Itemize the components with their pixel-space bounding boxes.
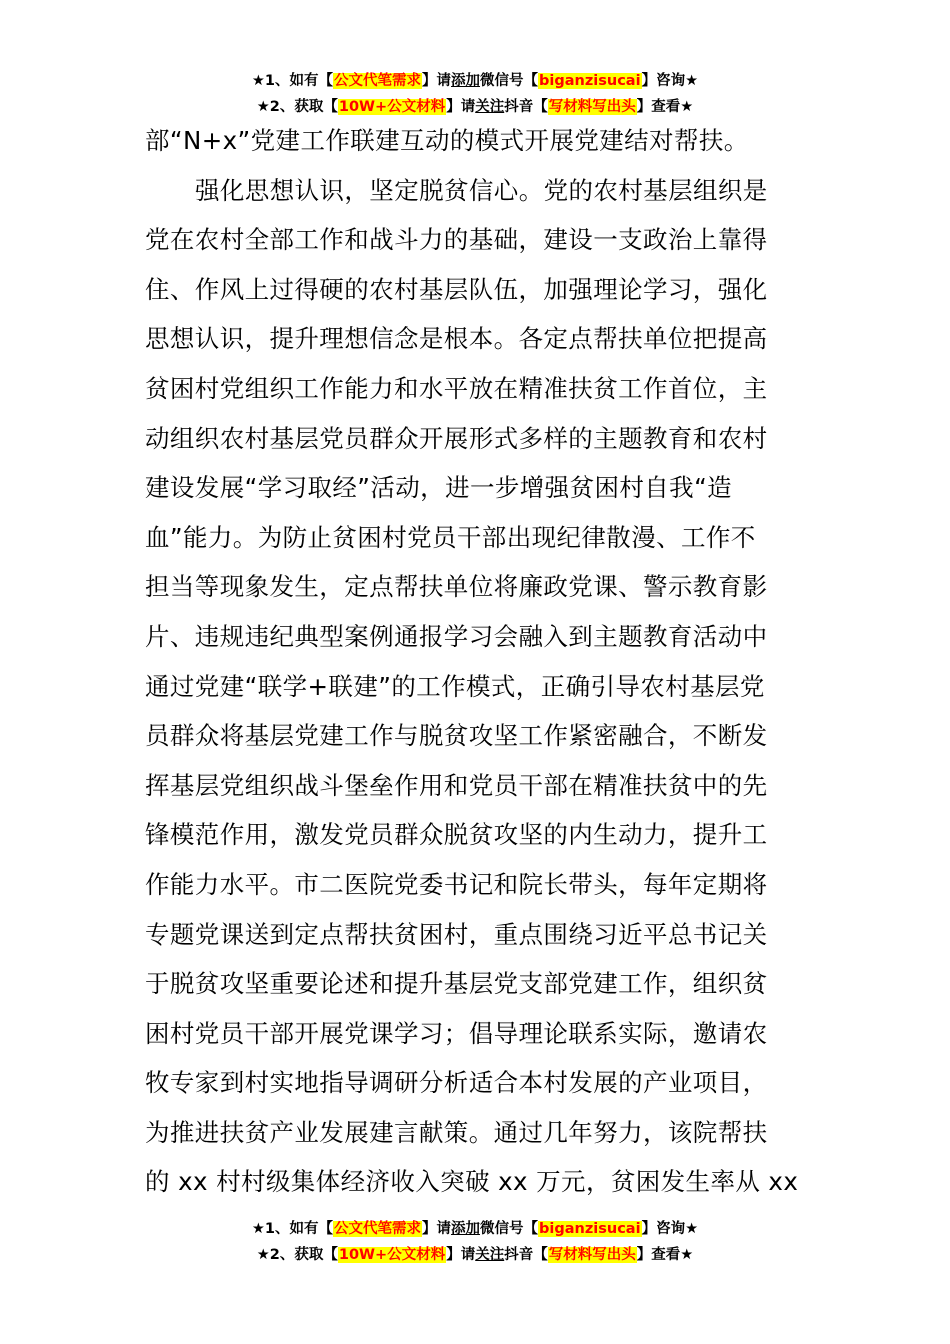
banner-text: ★1、如有【 bbox=[251, 1221, 334, 1237]
banner-text: ★2、获取【 bbox=[256, 1247, 338, 1263]
body-line: 牧专家到村实地指导调研分析适合本村发展的产业项目， bbox=[145, 1068, 768, 1098]
banner-underline: 添加 bbox=[451, 1221, 481, 1237]
body-line: 部“N+x”党建工作联建互动的模式开展党建结对帮扶。 bbox=[145, 126, 749, 155]
body-line: 党在农村全部工作和战斗力的基础，建设一支政治上靠得 bbox=[145, 225, 768, 255]
banner-text: 】查看★ bbox=[636, 1247, 694, 1263]
banner-text: ★2、获取【 bbox=[256, 99, 338, 115]
body-line: 员群众将基层党建工作与脱贫攻坚工作紧密融合，不断发 bbox=[145, 721, 768, 751]
body-line: 通过党建“联学+联建”的工作模式，正确引导农村基层党 bbox=[145, 671, 765, 701]
banner-text: 微信号【 bbox=[480, 1221, 539, 1237]
banner-highlight: 公文代笔需求 bbox=[334, 73, 422, 89]
banner-line-2 bbox=[0, 1242, 950, 1268]
body-line: 于脱贫攻坚重要论述和提升基层党支部党建工作，组织贫 bbox=[145, 969, 768, 999]
body-line: 思想认识，提升理想信念是根本。各定点帮扶单位把提高 bbox=[145, 324, 768, 354]
body-line: 贫困村党组织工作能力和水平放在精准扶贫工作首位，主 bbox=[145, 373, 768, 403]
banner-highlight: biganzisucai bbox=[539, 73, 641, 89]
banner-text: 】咨询★ bbox=[641, 73, 699, 89]
banner-text: 】查看★ bbox=[636, 99, 694, 115]
banner-text: 】请 bbox=[422, 73, 452, 89]
paragraph-start-line: 强化思想认识，坚定脱贫信心。党的农村基层组织是 bbox=[195, 175, 768, 205]
banner-underline: 关注 bbox=[475, 99, 505, 115]
footer-banner bbox=[0, 1216, 950, 1268]
body-line: 专题党课送到定点帮扶贫困村，重点围绕习近平总书记关 bbox=[145, 919, 768, 949]
body-line: 作能力水平。市二医院党委书记和院长带头，每年定期将 bbox=[145, 869, 768, 899]
banner-highlight: 10W+公文材料 bbox=[338, 99, 446, 115]
header-banner bbox=[0, 68, 950, 120]
banner-text: 微信号【 bbox=[480, 73, 539, 89]
banner-text: 】请 bbox=[446, 1247, 476, 1263]
banner-line-1 bbox=[0, 68, 950, 94]
body-line: 困村党员干部开展党课学习；倡导理论联系实际，邀请农 bbox=[145, 1018, 768, 1048]
body-line: 担当等现象发生，定点帮扶单位将廉政党课、警示教育影 bbox=[145, 572, 768, 602]
banner-text: ★1、如有【 bbox=[251, 73, 334, 89]
body-line: 动组织农村基层党员群众开展形式多样的主题教育和农村 bbox=[145, 423, 768, 453]
banner-text: 】咨询★ bbox=[641, 1221, 699, 1237]
banner-text: 】请 bbox=[446, 99, 476, 115]
banner-highlight: 写材料写出头 bbox=[548, 1247, 636, 1263]
document-body bbox=[145, 116, 809, 1207]
body-line: 片、违规违纪典型案例通报学习会融入到主题教育活动中 bbox=[145, 621, 768, 651]
banner-text: 】请 bbox=[422, 1221, 452, 1237]
banner-underline: 添加 bbox=[451, 73, 481, 89]
body-line: 血”能力。为防止贫困村党员干部出现纪律散漫、工作不 bbox=[145, 522, 756, 552]
banner-text: 抖音【 bbox=[504, 99, 548, 115]
banner-line-1 bbox=[0, 1216, 950, 1242]
body-line: 住、作风上过得硬的农村基层队伍，加强理论学习，强化 bbox=[145, 274, 768, 304]
banner-highlight: 10W+公文材料 bbox=[338, 1247, 446, 1263]
banner-text: 抖音【 bbox=[504, 1247, 548, 1263]
body-line: 锋模范作用，激发党员群众脱贫攻坚的内生动力，提升工 bbox=[145, 820, 768, 850]
banner-highlight: biganzisucai bbox=[539, 1221, 641, 1237]
body-line: 的 xx 村村级集体经济收入突破 xx 万元，贫困发生率从 xx bbox=[145, 1167, 799, 1197]
body-line: 建设发展“学习取经”活动，进一步增强贫困村自我“造 bbox=[145, 473, 733, 503]
body-line: 为推进扶贫产业发展建言献策。通过几年努力，该院帮扶 bbox=[145, 1117, 768, 1147]
body-line: 挥基层党组织战斗堡垒作用和党员干部在精准扶贫中的先 bbox=[145, 770, 768, 800]
banner-highlight: 公文代笔需求 bbox=[334, 1221, 422, 1237]
banner-highlight: 写材料写出头 bbox=[548, 99, 636, 115]
banner-underline: 关注 bbox=[475, 1247, 505, 1263]
